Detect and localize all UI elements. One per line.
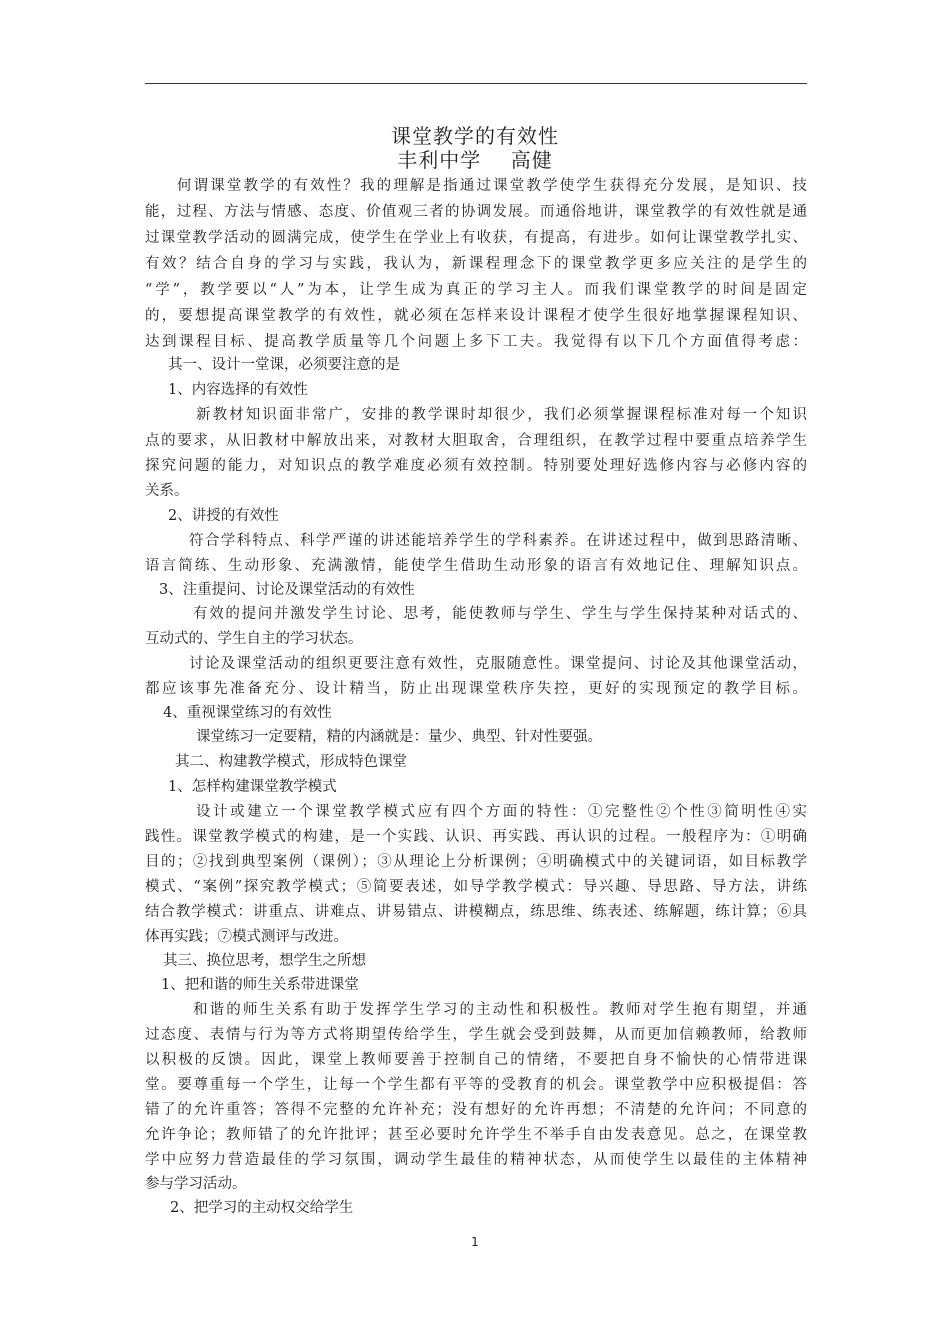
- subsection-heading: 3、注重提问、讨论及课堂活动的有效性: [159, 582, 415, 598]
- text-line: 过课堂教学活动的圆满完成，使学生在学业上有收获，有提高，有进步。如何让课堂教学扎实、: [145, 230, 807, 246]
- section-heading: 其一、设计一堂课，必须要注意的是: [168, 357, 400, 373]
- subsection-heading: 2、讲授的有效性: [168, 508, 279, 524]
- text-line: 能，过程、方法与情感、态度、价值观三者的协调发展。而通俗地讲，课堂教学的有效性就是通: [145, 204, 807, 220]
- text-line: 以积极的反馈。因此，课堂上教师要善于控制自己的情绪，不要把自身不愉快的心情带进课: [145, 1052, 807, 1068]
- text-line: 学中应努力营造最佳的学习氛围，调动学生最佳的精神状态，从而使学生以最佳的主体精神: [145, 1152, 807, 1168]
- section-heading: 其二、构建教学模式，形成特色课堂: [175, 754, 407, 770]
- text-line: 模式、“案例”探究教学模式；⑤简要表述，如导学教学模式：导兴趣、导思路、导方法，讲练: [145, 879, 807, 895]
- text-line: 的，要想提高课堂教学的有效性，就必须在怎样来设计课程才使学生很好地掌握课程知识、: [145, 308, 807, 324]
- text-line: 和谐的师生关系有助于发挥学生学习的主动性和积极性。教师对学生抱有期望，并通: [193, 1002, 807, 1018]
- text-line: 允许争论；教师错了的允许批评；甚至必要时允许学生不举手自由发表意见。总之，在课堂教: [145, 1127, 807, 1143]
- text-line: 有效？结合自身的学习与实践，我认为，新课程理念下的课堂教学更多应关注的是学生的: [145, 256, 807, 272]
- text-line: 达到课程目标、提高教学质量等几个问题上多下工夫。我觉得有以下几个方面值得考虑：: [145, 334, 807, 350]
- text-line: 堂。要尊重每一个学生，让每一个学生都有平等的受教育的机会。课堂教学中应积极提倡：答: [145, 1077, 807, 1093]
- subsection-heading: 1、把和谐的师生关系带进课堂: [161, 977, 359, 993]
- text-line: 讨论及课堂活动的组织更要注意有效性，克服随意性。课堂提问、讨论及其他课堂活动，: [189, 656, 807, 672]
- text-line: 都应该事先准备充分、设计精当，防止出现课堂秩序失控，更好的实现预定的教学目标。: [145, 681, 807, 697]
- subsection-heading: 4、重视课堂练习的有效性: [163, 705, 332, 721]
- text-line: 新教材知识面非常广，安排的教学课时却很少，我们必须掌握课程标准对每一个知识: [196, 407, 807, 423]
- document-title: 课堂教学的有效性: [391, 124, 559, 148]
- text-line: “学”，教学要以“人”为本，让学生成为真正的学习主人。而我们课堂教学的时间是固定: [145, 282, 807, 298]
- text-line: 互动式的、学生自主的学习状态。: [145, 631, 363, 647]
- text-line: 结合教学模式：讲重点、讲难点、讲易错点、讲模糊点，练思维、练表述、练解题，练计算；⑥具: [145, 904, 807, 920]
- subsection-heading: 2、把学习的主动权交给学生: [170, 1200, 354, 1216]
- text-line: 符合学科特点、科学严谨的讲述能培养学生的学科素养。在讲述过程中，做到思路清晰、: [189, 533, 807, 549]
- text-line: 过态度、表情与行为等方式将期望传给学生，学生就会受到鼓舞，从而更加信赖教师，给教师: [145, 1027, 807, 1043]
- text-line: 关系。: [145, 483, 189, 499]
- subsection-heading: 1、内容选择的有效性: [168, 382, 308, 398]
- text-line: 践性。课堂教学模式的构建，是一个实践、认识、再实践、再认识的过程。一般程序为：①明确: [145, 829, 807, 845]
- subsection-heading: 1、怎样构建课堂教学模式: [168, 779, 337, 795]
- header-rule: [145, 83, 807, 84]
- page-number: 1: [471, 1235, 479, 1249]
- text-line: 目的；②找到典型案例（课例）；③从理论上分析课例；④明确模式中的关键词语，如目标教学: [145, 854, 807, 870]
- text-line: 参与学习活动。: [145, 1176, 247, 1192]
- text-line: 错了的允许重答；答得不完整的允许补充；没有想好的允许再想；不清楚的允许问；不同意的: [145, 1102, 807, 1118]
- text-line: 有效的提问并激发学生讨论、思考，能使教师与学生、学生与学生保持某种对话式的、: [193, 606, 807, 622]
- text-line: 设计或建立一个课堂教学模式应有四个方面的特性：①完整性②个性③简明性④实: [196, 804, 807, 820]
- text-line: 语言简练、生动形象、充满激情，能使学生借助生动形象的语言有效地记住、理解知识点。: [145, 558, 807, 574]
- text-line: 何谓课堂教学的有效性？我的理解是指通过课堂教学使学生获得充分发展，是知识、技: [177, 178, 807, 194]
- section-heading: 其三、换位思考，想学生之所想: [163, 953, 366, 969]
- text-line: 探究问题的能力，对知识点的教学难度必须有效控制。特别要处理好选修内容与必修内容的: [145, 458, 807, 474]
- text-line: 点的要求，从旧教材中解放出来，对教材大胆取舍，合理组织，在教学过程中要重点培养学生: [145, 433, 807, 449]
- text-line: 体再实践；⑦模式测评与改进。: [145, 929, 348, 945]
- author-line: 丰利中学 高健: [397, 148, 553, 172]
- text-line: 课堂练习一定要精，精的内涵就是：量少、典型、针对性要强。: [196, 729, 602, 745]
